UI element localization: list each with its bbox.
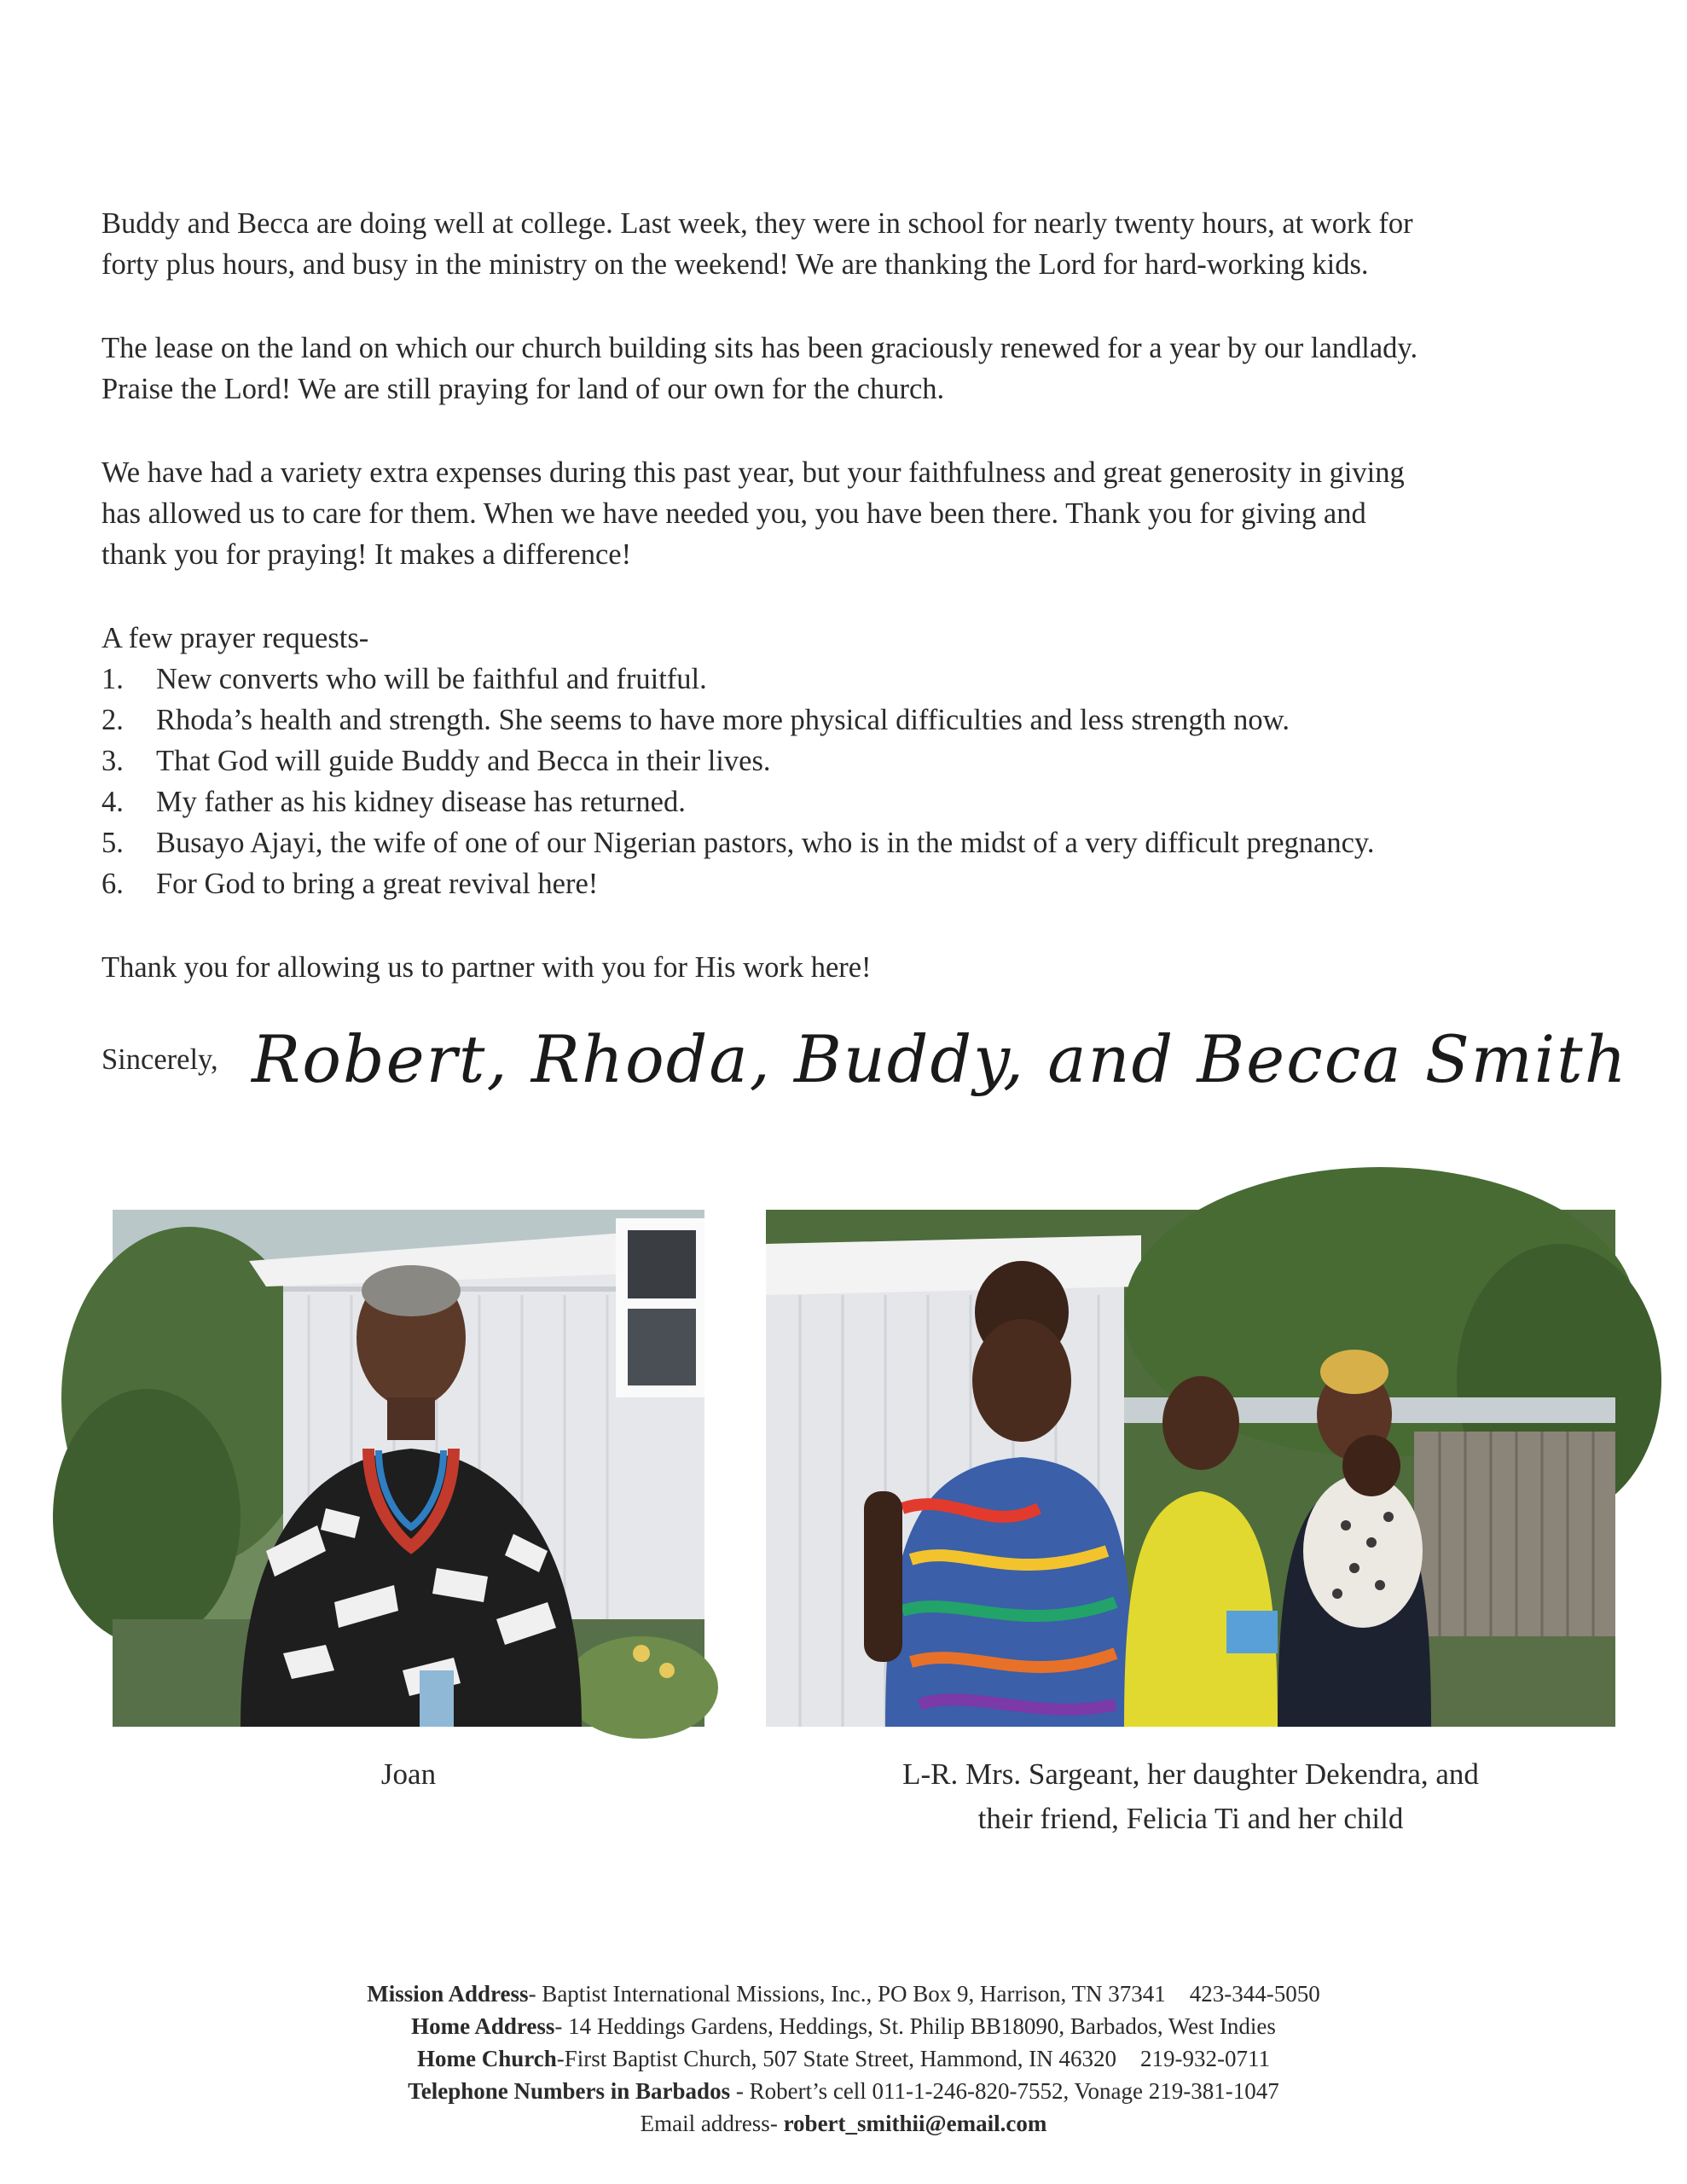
prayer-request-item [101,700,1603,741]
item-text: That God will guide Buddy and Becca in their lives. [156,745,771,777]
item-text: For God to bring a great revival here! [156,868,599,900]
email-label: Email address- [640,2111,784,2136]
prayer-request-item [101,781,1603,822]
paragraph-college [101,203,1603,285]
paragraph-lease [101,328,1603,410]
caption-right-line2: their friend, Felicia Ti and her child [977,1802,1404,1835]
prayer-request-list [101,659,1603,904]
caption-right-line1: L-R. Mrs. Sargeant, her daughter Dekendra, and [902,1757,1479,1791]
prayer-request-item [101,659,1603,700]
telephone-row [0,2075,1687,2107]
photo-joan-illustration [113,1210,704,1727]
text-line: The lease on the land on which our church building sits has been graciously renewed for a year by our landlady. [101,332,1418,364]
text-line: We have had a variety extra expenses during this past year, but your faithfulness and great generosity in giving [101,456,1405,489]
home-address-value: - 14 Heddings Gardens, Heddings, St. Philip BB18090, Barbados, West Indies [554,2013,1276,2039]
home-church-value: -First Baptist Church, 507 State Street, Hammond, IN 46320 [556,2046,1116,2071]
item-text: Rhoda’s health and strength. She seems to have more physical difficulties and less strength now. [156,704,1290,736]
mission-address-row [0,1978,1687,2010]
item-number: 4. [101,786,124,818]
mission-address-value: - Baptist International Missions, Inc., PO Box 9, Harrison, TN 37341 [528,1981,1166,2007]
text-line: has allowed us to care for them. When we have needed you, you have been there. Thank you for giving and [101,497,1366,530]
item-text: New converts who will be faithful and fruitful. [156,663,707,695]
mission-phone: 423-344-5050 [1189,1981,1320,2007]
photo-group [766,1210,1615,1727]
home-church-phone: 219-932-0711 [1139,2046,1270,2071]
text-line: Praise the Lord! We are still praying for land of our own for the church. [101,373,945,405]
sincerely-label: Sincerely, [101,1043,218,1076]
telephone-label: Telephone Numbers in Barbados [408,2078,731,2104]
photo-joan [113,1210,704,1727]
home-address-row [0,2010,1687,2042]
item-number: 1. [101,663,124,695]
item-text: Busayo Ajayi, the wife of one of our Nigerian pastors, who is in the midst of a very difficult pregnancy. [156,827,1375,859]
home-address-label: Home Address [411,2013,555,2039]
home-church-label: Home Church [417,2046,557,2071]
email-link[interactable]: robert_smithii@email.com [783,2111,1047,2136]
closing-line: Thank you for allowing us to partner with you for His work here! [101,951,872,984]
prayer-request-item [101,863,1603,904]
item-number: 5. [101,827,124,859]
paragraph-expenses [101,452,1603,575]
handwritten-signature [252,1007,1628,1109]
text-line: forty plus hours, and busy in the ministry on the weekend! We are thanking the Lord for hard-working kids. [101,248,1369,281]
item-number: 6. [101,868,124,900]
caption-right [766,1752,1615,1841]
signature-text: Robert, Rhoda, Buddy, and Becca Smith [252,1021,1628,1097]
prayer-heading: A few prayer requests- [101,622,369,654]
text-line: Buddy and Becca are doing well at college. Last week, they were in school for nearly twenty hours, at work for [101,207,1413,240]
item-number: 3. [101,745,124,777]
item-text: My father as his kidney disease has returned. [156,786,686,818]
photo-group-illustration [766,1210,1615,1727]
text-line: thank you for praying! It makes a difference! [101,538,632,571]
contact-footer [0,1978,1687,2140]
telephone-value: - Robert’s cell 011-1-246-820-7552, Vonage 219-381-1047 [730,2078,1279,2104]
item-number: 2. [101,704,124,736]
prayer-request-item [101,822,1603,863]
email-row [0,2107,1687,2140]
home-church-row [0,2042,1687,2075]
prayer-request-item [101,741,1603,781]
caption-left: Joan [380,1757,437,1791]
mission-address-label: Mission Address [367,1981,529,2007]
